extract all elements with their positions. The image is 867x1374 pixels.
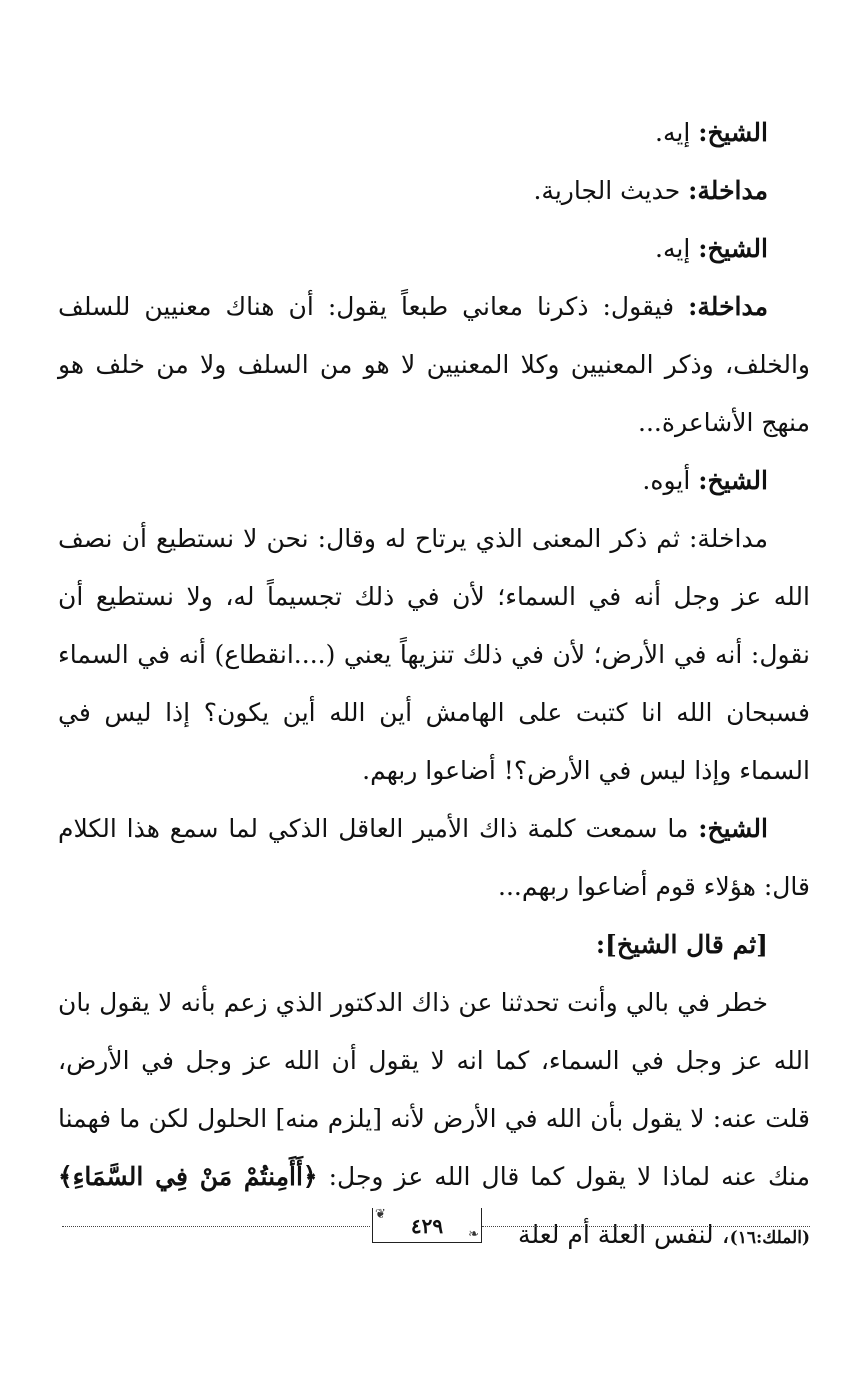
paragraph-text: خطر في بالي وأنت تحدثنا عن ذاك الدكتور الذي زعم بأنه لا يقول بان الله عز وجل في السماء، كما انه لا يقول أن الله عز وجل في الأرض، قلت عنه: لا يقول بأن الله في الأرض لأنه [يلزم منه] الحلول لكن ما فهمنا منك عنه لماذا لا يقول كما قال الله عز وجل: xyxy=(58,988,810,1191)
paragraph-text: فيقول: ذكرنا معاني طبعاً يقول: أن هناك معنيين للسلف والخلف، وذكر المعنيين وكلا المعنيين لا هو من السلف ولا من خلف هو منهج الأشاعرة... xyxy=(58,292,810,437)
paragraph-text: إيه. xyxy=(655,118,699,147)
paragraph-text-end: ، لنفس العلة أم لعلة xyxy=(518,1220,730,1249)
dialogue-paragraph-3 xyxy=(58,220,810,278)
page-footer xyxy=(62,1206,810,1246)
verse-reference: (الملك:١٦) xyxy=(729,1228,810,1248)
quran-verse: ﴿أَأَمِنتُمْ مَنْ فِي السَّمَاءِ﴾ xyxy=(58,1162,318,1191)
ornament-icon: ❧ xyxy=(468,1227,479,1242)
page-number: ٤٢٩ xyxy=(410,1214,444,1238)
dotted-rule-left xyxy=(62,1226,370,1227)
dialogue-paragraph-7 xyxy=(58,800,810,916)
body-text xyxy=(58,104,810,1267)
paragraph-text: إيه. xyxy=(655,234,699,263)
speaker-label: مداخلة: xyxy=(688,292,768,321)
section-heading: [ثم قال الشيخ]: xyxy=(595,930,768,959)
dotted-rule-right xyxy=(482,1226,810,1227)
speaker-label: الشيخ: xyxy=(698,814,768,843)
page-number-frame xyxy=(372,1208,482,1243)
speaker-label: الشيخ: xyxy=(698,466,768,495)
paragraph-text: حديث الجارية. xyxy=(533,176,689,205)
speaker-label: الشيخ: xyxy=(698,234,768,263)
dialogue-paragraph-6 xyxy=(58,510,810,800)
dialogue-paragraph-1 xyxy=(58,104,810,162)
dialogue-paragraph-5 xyxy=(58,452,810,510)
speaker-label: الشيخ: xyxy=(698,118,768,147)
paragraph-text: مداخلة: ثم ذكر المعنى الذي يرتاح له وقال: نحن لا نستطيع أن نصف الله عز وجل أنه في السماء؛ لأن في ذلك تجسيماً له، ولا نستطيع أن نقول: أنه في الأرض؛ لأن في ذلك تنزيهاً يعني (....انقطاع) أنه في السماء فسبحان الله انا كتبت على الهامش أين الله أين يكون؟ إذا ليس في السماء وإذا ليس في الأرض؟! أضاعوا ربهم. xyxy=(58,524,811,785)
ornament-icon: ❦ xyxy=(375,1207,386,1222)
speaker-label: مداخلة: xyxy=(688,176,768,205)
paragraph-text: أيوه. xyxy=(642,466,699,495)
dialogue-paragraph-4 xyxy=(58,278,810,452)
paragraph-text: ما سمعت كلمة ذاك الأمير العاقل الذكي لما سمع هذا الكلام قال: هؤلاء قوم أضاعوا ربهم... xyxy=(58,814,810,901)
dialogue-paragraph-2 xyxy=(58,162,810,220)
